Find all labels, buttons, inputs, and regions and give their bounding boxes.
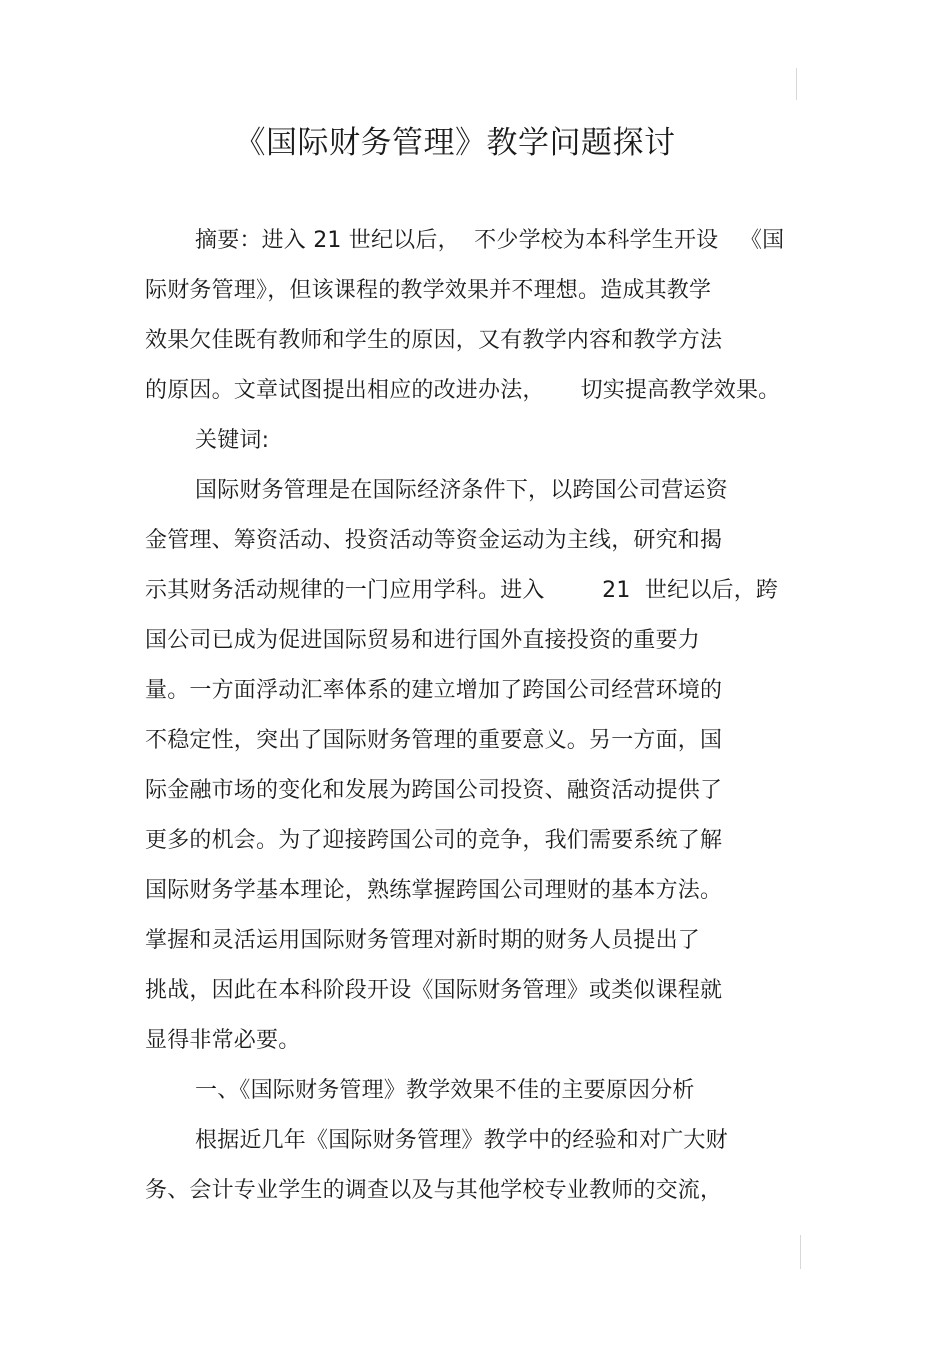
margin-mark-top (796, 68, 797, 100)
section-body-line-2: 务、会计专业学生的调查以及与其他学校专业教师的交流， (145, 1178, 723, 1203)
body-line-6: 不稳定性，突出了国际财务管理的重要意义。另一方面，国 (145, 728, 723, 753)
body-line-8: 更多的机会。为了迎接跨国公司的竞争，我们需要系统了解 (145, 828, 723, 853)
body-line-10: 掌握和灵活运用国际财务管理对新时期的财务人员提出了 (145, 928, 701, 953)
body-line-7: 际金融市场的变化和发展为跨国公司投资、融资活动提供了 (145, 778, 723, 803)
abstract-line-2: 际财务管理》，但该课程的教学效果并不理想。造成其教学 (145, 278, 712, 303)
section-body-line-1: 根据近几年《国际财务管理》教学中的经验和对广大财 (195, 1128, 728, 1153)
margin-mark-bottom (800, 1235, 801, 1269)
body-line-3: 示其财务活动规律的一门应用学科。进入 21 世纪以后，跨 (145, 578, 779, 603)
abstract-line-3: 效果欠佳既有教师和学生的原因，又有教学内容和教学方法 (145, 328, 723, 353)
body-line-11: 挑战，因此在本科阶段开设《国际财务管理》或类似课程就 (145, 978, 723, 1003)
body-line-1: 国际财务管理是在国际经济条件下，以跨国公司营运资 (195, 478, 728, 503)
abstract-line-4: 的原因。文章试图提出相应的改进办法， 切实提高教学效果。 (145, 378, 781, 403)
body-line-2: 金管理、筹资活动、投资活动等资金运动为主线，研究和揭 (145, 528, 723, 553)
body-line-4: 国公司已成为促进国际贸易和进行国外直接投资的重要力 (145, 628, 701, 653)
body-line-9: 国际财务学基本理论，熟练掌握跨国公司理财的基本方法。 (145, 878, 723, 903)
body-line-12: 显得非常必要。 (145, 1028, 301, 1053)
document-title: 《国际财务管理》教学问题探讨 (234, 125, 676, 161)
body-line-5: 量。一方面浮动汇率体系的建立增加了跨国公司经营环境的 (145, 678, 723, 703)
section-heading-1: 一、《国际财务管理》教学效果不佳的主要原因分析 (195, 1078, 695, 1103)
keywords-line: 关键词: (195, 428, 270, 453)
abstract-line-1: 摘要：进入 21 世纪以后， 不少学校为本科学生开设 《国 (195, 228, 785, 253)
